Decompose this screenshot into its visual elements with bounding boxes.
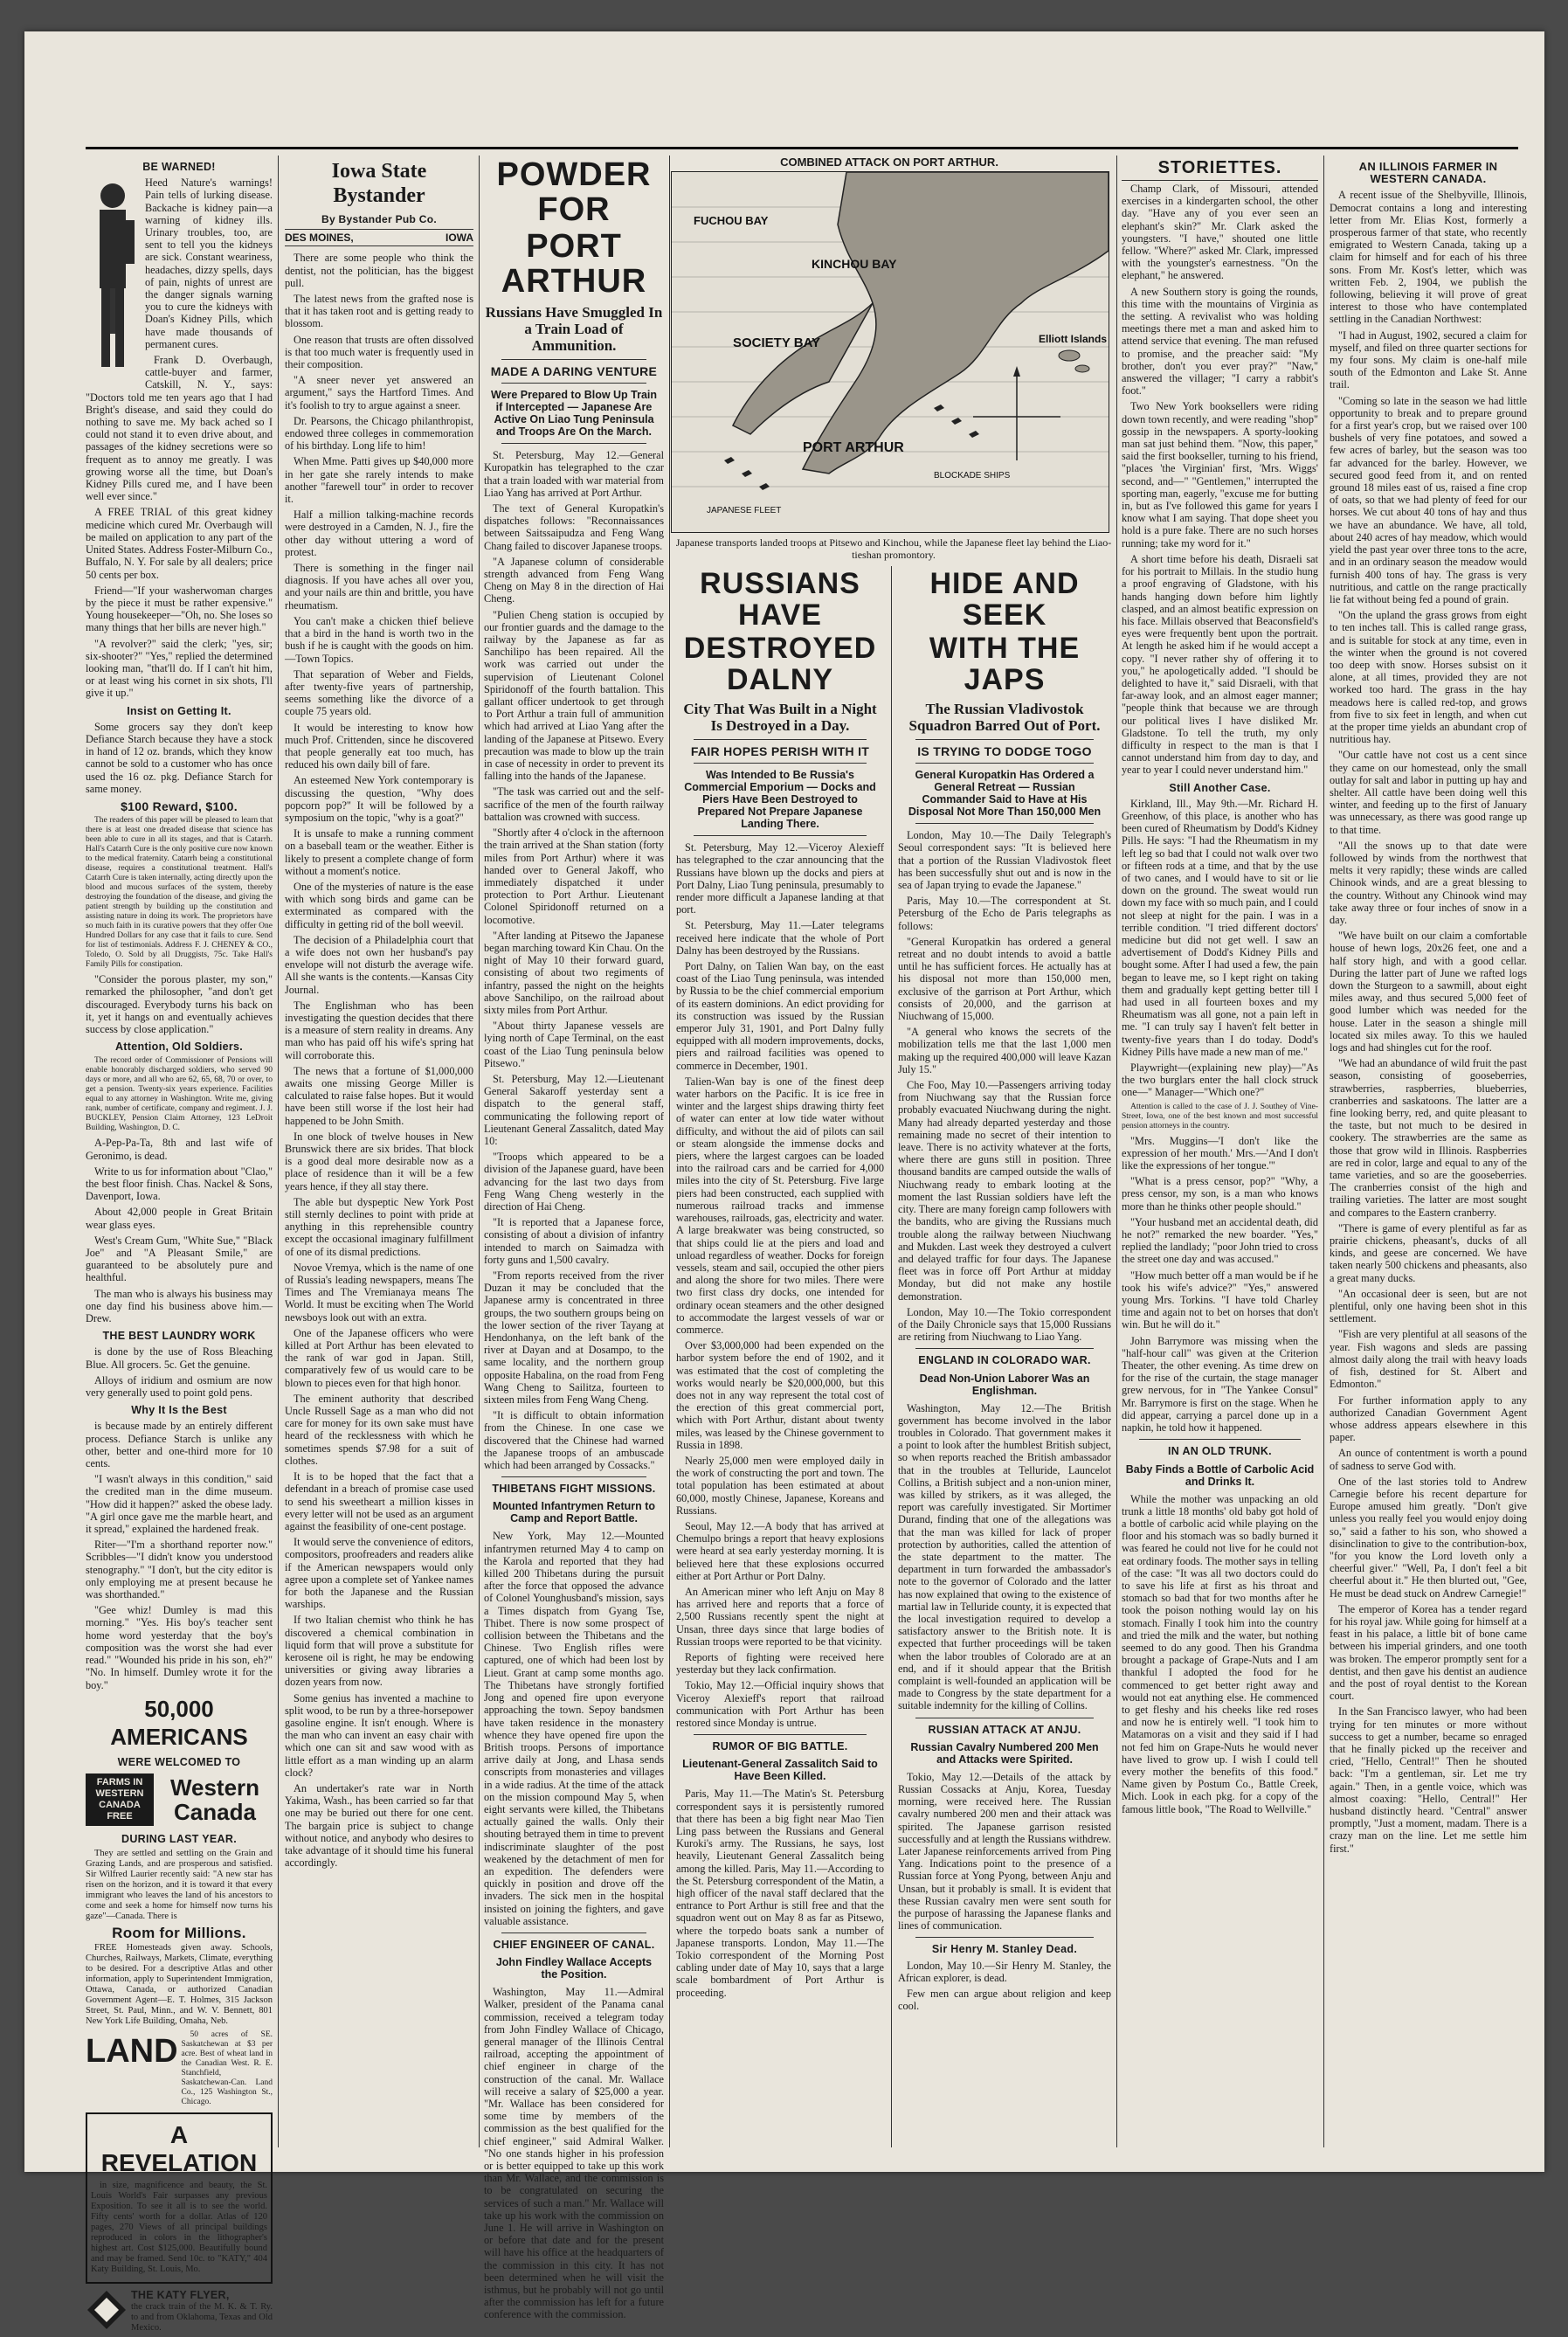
article-text: Washington, May 12.—The British government has become involved in the labor troubles in Colorado. That government makes it a point to look after the humblest British subject, so when reports reached the British ambassador that in the troubles at Telluride, Launcelot Collins, a British subject and a non-union miner, was killed by strikers, as it was alleged, the report was carefully investigated. Sir Mortimer Durand, finding that one of the allegations was that the man was killed for lack of proper protection by authorities, called the attention of the state department to the matter. The department in turn forwarded the ambassador's note to the governor of Colorado and the latter has now explained that owing to the existence of martial law in Telluride county, it is expected that the local investigation required to develop a satisfactory answer to the British note. It is expected that further proceedings will be taken when the labor troubles of Colorado are at an end, and if it should appear that the British complaint is well-founded an application will be made to Congress by the state department for a suitable indemnity for the killing of Collins. [898, 1401, 1111, 1712]
masthead-state: IOWA [446, 232, 473, 245]
ad-text: West's Cream Gum, "White Sue," "Black Joe" and "A Pleasant Smile," are guaranteed to be absolutely pure and healthful. [86, 1234, 273, 1284]
divider [915, 1937, 1094, 1938]
article-text: John Barrymore was missing when the "half-hour call" was given at the Criterion Theater, the other evening. As time drew on for the rise of the curtain, the stage manager grew nervous, for in "The Yankee Consul" Mr. Barrymore is first on the stage. When he did appear, carrying a parcel done up in a napkin, he told how it happened. [1122, 1334, 1318, 1435]
joke-text: "I wasn't always in this condition," said the credited man in the dime museum. "How did it happen?" asked the obese lady. "A girl once gave me the marble heart, and it spread," explained the hardened freak. [86, 1473, 273, 1536]
paragraph: "There is game of every plentiful as far as prairie chickens, pheasant's, ducks of all kinds, and geese are concerned. We have taken nearly 500 chickens and pheasants, also a great many ducks. [1330, 1221, 1527, 1284]
paragraph: "General Kuropatkin has ordered a general retreat and no doubt intends to avoid a battle until he has sufficient forces. He actually has at his disposal not more than 150,000 men, exclusive of the garrison at Port Arthur, which consists of 20,000, and the garrison at Niuchwang of 15,000. [898, 935, 1111, 1023]
ad-text: is done by the use of Ross Bleaching Blue. All grocers. 5c. Get the genuine. [86, 1345, 273, 1371]
column-storiettes [1122, 156, 1318, 2147]
port-arthur-map [671, 171, 1109, 533]
column-hide-and-seek [898, 566, 1111, 2147]
paragraph: "It is difficult to obtain information from the Chinese. In one case we discovered that the Chinese had warned the Japanese troops of an ambuscade which had been arranged by Cossacks." [484, 1409, 664, 1472]
paragraph: "On the upland the grass grows from eight to ten inches tall. This is called range grass, and is suitable for stock at any time, even in the winter when the ground is not covered too deep with snow. Horses subsist on it alone, at all times, provided they are not worked too hard. The grass in the hay meadows here is called red-top, and grows from five to six feet in length, and when cut at the proper time yields an abundant crop of nutritious hay. [1330, 609, 1527, 746]
paragraph: "We have built on our claim a comfortable house of hewn logs, 20x26 feet, one and a half story high, and with a good cellar. During the latter part of June we rafted logs down the Sturgeon to a sawmill, about eight miles away, and thus secured 5,000 feet of good lumber which was needed for the house. Later in the season a shingle mill located six miles away. To this we hauled logs and had shingles cut for the roof. [1330, 930, 1527, 1054]
masthead-publisher: By Bystander Pub Co. [321, 213, 438, 225]
paragraph: "From reports received from the river Duzan it may be concluded that the Japanese army is concentrated in three groups, the two southern groups being on the lower section of the river Tayang at Hendonhanya, on the left bank of the river at Dayan and at Dosampo, to the same locality, and the northern group opposite Habalina, on the road from Feng Wang Cheng to Sailitza, fourteen to sixteen miles from Feng Wang Cheng. [484, 1269, 664, 1407]
joke-text: "What is a press censor, pop?" "Why, a press censor, my son, is a man who knows more than he thinks other people should." [1122, 1175, 1318, 1213]
divider [915, 823, 1094, 824]
paragraph: London, May 10.—The Tokio correspondent of the Daily Chronicle says that 15,000 Russians are retiring from Niuchwang to Liao Yang. [898, 1305, 1111, 1344]
land-ad [86, 2030, 273, 2107]
paragraph: In one block of twelve houses in New Brunswick there are six brides. That block is a good deal more desirable now as a place of residence than it will be a few years hence, if they all stay there. [285, 1130, 473, 1193]
column-illinois-farmer [1330, 156, 1527, 2147]
paragraph: The eminent authority that described Uncle Russell Sage as a man who did not care for money for its own sake must have heard of the recklessness with which he sometimes spends $7.98 for a suit of clothes. [285, 1392, 473, 1467]
paragraph: It would serve the convenience of editors, compositors, proofreaders and readers alike if the American newspapers would only agree upon a complete set of Yankee names for both the Japanese and the Russian warships. [285, 1536, 473, 1611]
paragraph: One of the mysteries of nature is the ease with which song birds and game can be exterminated as compared with the difficulty in getting rid of the boll weevil. [285, 880, 473, 930]
deck: MADE A DARING VENTURE [490, 364, 658, 378]
ad-headline: Attention, Old Soldiers. [114, 1041, 244, 1054]
paragraph: Che Foo, May 10.—Passengers arriving today from Niuchwang say that the Russian force probably evacuated Niuchwang during the night. Many had already departed yesterday and those remaining made no secret of their intention to leave. There is no activity whatever at the forts, where there are guns still in position. Three thousand bandits are camped outside the walls of Niuchwang ready to embark looting at the moment the last Russian soldiers have left the city. There are many foreign camp followers with the bandits, who are giving the Russians much trouble along the railway between Niuchwang and Mukden. Last week they destroyed a culvert and delayed traffic for four days. The Japanese fleet was in force off Port Arthur at midday Monday, but did not make any hostile demonstration. [898, 1079, 1111, 1303]
storiette-paragraphs [1122, 183, 1318, 777]
paragraph: It would be interesting to know how much Prof. Crittenden, since he discovered that people generally eat too much, has reduced his own daily bill of fare. [285, 721, 473, 771]
paragraph: St. Petersburg, May 12.—Viceroy Alexieff has telegraphed to the czar announcing that the Russians have blown up the docks and piers at Port Dalny, Liao Tung peninsula, presumably to render more difficult a Japanese landing at that port. [676, 841, 884, 916]
paragraph: A recent issue of the Shelbyville, Illinois, Democrat contains a long and interesting letter from Mr. Elias Kost, formerly a prosperous farmer of that state, who recently emigrated to Western Canada, taking up a claim for himself and for each of his three sons. From Mr. Kost's letter, which was written Feb. 2, 1904, we publish the following, believing it will prove of great interest to those who have contemplated settling in the Canadian Northwest: [1330, 189, 1527, 326]
divider [694, 763, 867, 764]
divider [915, 1348, 1094, 1349]
map-label: BLOCKADE SHIPS [934, 471, 1011, 481]
ad-text: The readers of this paper will be pleased to learn that there is at least one dreaded disease that science has been able to cure in all its stages, and that is Catarrh. Hall's Catarrh Cure is the only positive cure now known to the medical fraternity. Catarrh being a constitutional disease, requires a constitutional treatment. Hall's Catarrh Cure is taken internally, acting directly upon the blood and mucous surfaces of the system, thereby destroying the foundation of the disease, and giving the patient strength by building up the constitution and assisting nature in doing its work. The proprietors have so much faith in its curative powers that they offer One Hundred Dollars for any case that it fails to cure. Send for list of testimonials. Address F. J. CHENEY & CO., Toledo, O. Sold by all Druggists, 75c. Take Hall's Family Pills for constipation. [86, 816, 273, 970]
ad-text: Write to us for information about "Clao," the best floor finish. Chas. Nackel & Sons, Davenport, Iowa. [86, 1165, 273, 1203]
deck: Was Intended to Be Russia's Commercial Emporium — Docks and Piers Have Been Destroyed to Prepared Not Prepare Japanese Landing There. [684, 769, 876, 831]
paragraph: For further information apply to any authorized Canadian Government Agent whose address appears elsewhere in this paper. [1330, 1393, 1527, 1444]
deck: The Russian Vladivostok Squadron Barred Out of Port. [908, 701, 1101, 734]
masthead-dateline [285, 229, 473, 246]
paragraph: A new Southern story is going the rounds, this time with the mountains of Virginia as the setting. A revivalist who was holding meetings there met a man and asked him to attend service that evening. The man refused to promise, and the preacher said: "My brother, don't you ever pray?" "Naw," answered the villager; "I carry a rabbit's foot." [1122, 285, 1318, 398]
divider [501, 383, 646, 384]
revelation-ad [86, 2112, 273, 2284]
paragraph: One reason that trusts are often dissolved is that too much water is frequently used in their composition. [285, 333, 473, 371]
paragraph: It is to be hoped that the fact that a defendant in a breach of promise case used to send his sweetheart a million kisses in every letter will not be used as an argument against the feasibility of one-cent postage. [285, 1470, 473, 1532]
editorial-paragraphs [285, 252, 473, 1869]
ad-subhead: WERE WELCOMED TO [117, 1755, 241, 1768]
paragraph: "After landing at Pitsewo the Japanese began marching toward Kin Chau. On the night of May 10 their forward guard, consisting of about two regiments of infantry, passed the night on the heights above Sanchilipo, on the railroad about sixty miles from Port Arthur. [484, 929, 664, 1016]
headline: AN ILLINOIS FARMER IN WESTERN CANADA. [1358, 160, 1498, 186]
deck: Dead Non-Union Laborer Was an Englishman. [919, 1372, 1090, 1397]
subhead: CHIEF ENGINEER OF CANAL. [493, 1938, 655, 1951]
joke-text: "Gee whiz! Dumley is mad this morning." "Yes. His boy's teacher sent home word yesterday that the boy's composition was the worst she had ever read." "Wounded his pride in his son, eh?" "No. In himself. Dumley wrote it for the boy." [86, 1604, 273, 1691]
headline: WITH THE JAPS [929, 632, 1081, 696]
paragraph: In the San Francisco lawyer, who had been trying for ten minutes or more without success to get a number, became so enraged that he finally picked up the receiver and cried, "Hello, Central!" Then he shouted back: "I'm a gentleman, sir. Let me try again." Then, in a gentle voice, which was almost coaxing: "Hello, Central!" Her husband distinctly heard. "Central" answer promptly, "Just a moment, madam. There is a crazy man on the line. Let me settle him first." [1330, 1705, 1527, 1855]
ad-headline: Western Canada [169, 1773, 260, 1825]
deck: Russians Have Smuggled In a Train Load of Ammunition. [485, 304, 663, 354]
ad-headline: Insist on Getting It. [127, 704, 231, 717]
divider [694, 1734, 867, 1735]
subhead: IN AN OLD TRUNK. [1168, 1445, 1272, 1458]
joke-text: Friend—"If your washerwoman charges by the piece it must be rather expensive." Young housekeeper—"Oh, no. She loses so many things that her bills are never high." [86, 584, 273, 634]
divider [915, 763, 1094, 764]
paragraph: "About thirty Japanese vessels are lying north of Cape Terminal, on the east coast of the Liao Tung peninsula below Pitsewo." [484, 1020, 664, 1069]
paragraph: Dr. Pearsons, the Chicago philanthropist, endowed three colleges in commemoration of his birthday. Long life to him! [285, 414, 473, 453]
map-drawing [672, 172, 1109, 532]
paragraph: There is something in the finger nail diagnosis. If you have aches all over you, and your nails are thin and brittle, you have rheumatism. [285, 562, 473, 612]
divider [915, 739, 1094, 740]
paragraph: St. Petersburg, May 11.—Later telegrams received here indicate that the whole of Port Dalny has been destroyed by the Russians. [676, 919, 884, 957]
ad-headline: THE KATY FLYER, [131, 2289, 230, 2302]
article-paragraphs [898, 829, 1111, 1343]
ad-subhead: DURING LAST YEAR. [121, 1832, 237, 1845]
headline: POWDER FOR [496, 156, 652, 228]
paragraph: "A sneer never yet answered an argument," says the Hartford Times. And it's foolish to try to argue against a sneer. [285, 374, 473, 411]
deck: FAIR HOPES PERISH WITH IT [690, 744, 870, 758]
headline: STORIETTES. [1122, 157, 1318, 181]
column-rule [891, 566, 892, 2147]
paragraph: Over $3,000,000 had been expended on the harbor system before the end of 1902, and it was estimated that the cost of completing the works would nearly be $20,000,000, but this does not in any way represent the total cost of the erection of this great commercial port, which with Port Arthur, distant about twenty miles, was leased by the Chinese government to Russia in 1898. [676, 1339, 884, 1451]
headline: HIDE AND SEEK [929, 567, 1080, 632]
man-illustration [86, 176, 140, 377]
paragraph: An esteemed New York contemporary is discussing the question, "Why does popcorn pop?" It will be followed by a symposium on the topic, "why is a goat?" [285, 774, 473, 824]
paragraph: "All the snows up to that date were followed by winds from the northwest that melts it very rapidly; these winds are called Chinook winds, and are a great blessing to the country. Without any Chinook wind may take away three or four inches of snow in a day. [1330, 839, 1527, 926]
subhead: THIBETANS FIGHT MISSIONS. [492, 1483, 656, 1496]
column-destroyed-dalny [676, 566, 884, 2147]
column-rule [669, 156, 670, 2147]
paragraph: The able but dyspeptic New York Post still sternly declines to point with pride at anything in this reprehensible country except the occasional imaginary fulfillment of one of its dismal predictions. [285, 1195, 473, 1258]
paragraph: "The task was carried out and the self-sacrifice of the men of the fourth railway battalion was crowned with success. [484, 785, 664, 823]
newspaper-page [24, 31, 1544, 2333]
paragraph: "Fish are very plentiful at all seasons of the year. Fish wagons and sleds are passing almost daily along the trail with heavy loads of fish, destined for St. Albert and Edmonton." [1330, 1328, 1527, 1391]
paragraph: London, May 10.—The Daily Telegraph's Seoul correspondent says: "It is believed here that a portion of the Russian Vladivostok fleet has been successfully shut out and is now in the sea of Japan trying to evade the Japanese." [898, 829, 1111, 892]
ad-text: in size, magnificence and beauty, the St. Louis World's Fair surpasses any previous Exposition. To see it all is to see the world. Fifty cents' worth for a dollar. Atlas of 120 pages, 270 Views of all principal buildings reproduced in colors in the lithographer's highest art. Cost $125,000. Beautifully bound and may be framed. Send 10c. to "KATY," 404 Katy Building, St. Louis, Mo. [91, 2181, 267, 2275]
ad-headline: THE BEST LAUNDRY WORK [102, 1330, 256, 1343]
masthead-city: DES MOINES, [285, 232, 354, 245]
paragraph: "We had an abundance of wild fruit the past season, consisting of gooseberries, strawberries, raspberries, blueberries, cranberries and saskatoons. The latter are a fine looking berry, red, and quite pleasant to the taste, but not much to be desired in cookery. The strawberries are the same as those that grow wild in Illinois. Raspberries are red in color, large and equal to any of the tame varieties, and so are the gooseberries. The cranberries consist of the high and trailing varieties. The latter are most sought and compares to the Eastern cranberry. [1330, 1057, 1527, 1219]
paragraph: Nearly 25,000 men were employed daily in the work of constructing the port and town. The total population has been estimated at about 60,000, mostly Chinese, Japanese, Koreans and Russians. [676, 1454, 884, 1517]
article-paragraphs [676, 841, 884, 1729]
subhead: RUSSIAN ATTACK AT ANJU. [928, 1723, 1081, 1736]
paragraph: One of the Japanese officers who were killed at Port Arthur has been elevated to the rank of war god in Japan. Still, comparatively few of us would care to be blown to pieces even for that high honor. [285, 1326, 473, 1389]
article-text: Tokio, May 12.—Details of the attack by Russian Cossacks at Anju, Korea, Tuesday morning, were received here. The Russian cavalry numbered 200 men and their attack was spirited. The Japanese garrison resisted successfully and at length the Russians withdrew. Later Japanese reinforcements arrived from Ping Yang. Indications point to the presence of a Russian force at Yong Pyong, between Anju and Unsan, but it probably is small. It is evident that these Russian cavalry men were sent south for the purpose of harassing the Japanese flanks and lines of communication. [898, 1770, 1111, 1933]
article-text: While the mother was unpacking an old trunk a little 18 months' old baby got hold of a bottle of carbolic acid while playing on the floor and his stomach was so badly burned it was feared he could not live for he could not eat ordinary foods. The mother says in telling of the case: "It was all two doctors could do to save his life at first as his throat and stomach so bad that for two months after he took the poison nothing would lay on his stomach. Finally I took him into the country and tried the milk and the water, but nothing seemed to do any good. Then his Grandma brought a package of Grape-Nuts and I am thankful I adopted the food for he commenced to get better right away and would not eat anything else. He commenced to get fleshy and his cheeks like red roses and now he is entirely well. "I took him to Matamoras on a visit and they said if I had not fed him on Grape-Nuts he would never have lived to grow up. I wish I could tell every mother the benefits of this food." Name given by Postum Co., Battle Creek, Mich. Look in each pkg. for a copy of the famous little book, "The Road to Wellville." [1122, 1492, 1318, 1815]
paragraph: Two New York booksellers were riding down town recently, and were reading "shop" gossip in the newspapers. A sporty-looking man sat just behind them. "Now, this paper," said the first bookseller, turning to his friend, "places 'the Virginian' first, 'Mrs. Wiggs' second, and—" "Gentlemen," interrupted the sporting man, eagerly, "excuse me for butting in, but as I've followed this game for years I know what I am saying. That dope sheet you hold is a pure fake. There are no such horses running; take my word for it." [1122, 400, 1318, 550]
map-label: Elliott Islands [1039, 333, 1108, 345]
canada-ad-banner [86, 1772, 273, 1828]
map-label: PORT ARTHUR [803, 440, 904, 455]
news-brief: The man who is always his business may one day find his business above him.—Drew. [86, 1287, 273, 1325]
article-text: Washington, May 11.—Admiral Walker, president of the Panama canal commission, received a telegram today from John Findley Wallace of Chicago, general manager of the Illinois Central railroad, accepting the appointment of chief engineer in charge of the construction of the canal. Mr. Wallace will receive a salary of $25,000 a year. "Mr. Wallace has been considered for some time by members of the commission as the best qualified for the chief engineer," said Admiral Walker. "No one stands higher in his profession or is better equipped to take up this work than Mr. Wallace, and the commission is to be congratulated on securing the services of such a man." Mr. Wallace will take up his work with the commission on June 1. He will arrive in Washington on or before that date and for the present will have his office at the headquarters of the commission in this city. It has not been determined when he will visit the isthmus, but he probably will not go until after the commission has left for a future conference with the commission. [484, 1986, 664, 2321]
ad-text: the crack train of the M. K. & T. Ry. to and from Oklahoma, Texas and Old Mexico. [131, 2301, 273, 2333]
article-text: New York, May 12.—Mounted infantrymen returned May 4 to camp on the Karola and reported that they had killed 200 Thibetans during the pursuit after the force that opposed the advance of Colonel Younghusband's mission, says a Times dispatch from Gyang Tse, Thibet. There is now some prospect of collision between the Thibetans and the Chinese. Two English rifles were captured, one of which had been lost by Lieut. Grant at camp some months ago. The Thibetans have strongly fortified Jong and opened fire upon everyone approaching the town. Sepoy bandsmen have taken residence in the monastery whence they have opened fire upon the British troops. Persons of importance arrive daily at Jong, and Lhasa sends conscripts from monasteries and villages in a wide radius. At the time of the attack on the mission compound May 5, when eight servants were killed, the Thibetans actually gained the walls. Only their shouting betrayed them in time to prevent indiscriminate slaughter of the post weakened by the detachment of men for an expedition. The defenders were quickly in position and drove off the invaders. The sick men in the hospital insisted on joining the fighters, and gave valuable assistance. [484, 1530, 664, 1927]
headline: PORT ARTHUR [501, 228, 647, 300]
subhead: Still Another Case. [1169, 781, 1271, 794]
column-advertisements [86, 156, 273, 2333]
ad-headline: BE WARNED! [142, 161, 216, 173]
paragraph: If two Italian chemist who think he has discovered a chemical combination in liquid form that will prove a substitute for kerosene oil is right, he may be endowing universities or giving away libraries a dozen years from now. [285, 1614, 473, 1689]
deck: Russian Cavalry Numbered 200 Men and Attacks were Spirited. [910, 1740, 1099, 1766]
paragraph: "Coming so late in the season we had little opportunity to break and to prepare ground for a first year's crop, but we raised over 100 bushels of very fine potatoes, and sowed a few acres of barley, but the season was too far advanced for the barley. However, we secured good feed from it, and on rented ground 18 miles east of us, raised a fine crop of oats, so that we had plenty of feed for our horses. We cut about 40 tons of hay and thus we have an abundance. We have, all told, about 240 acres of hay meadow, which would yield the past year over three tons to the acre, and in an ordinary season the meadow would furnish 400 tons of hay. The grass is very nutritious, and cattle on the range practically lie fat without being fed a pound of grain. [1330, 394, 1527, 605]
paragraph: "Shortly after 4 o'clock in the afternoon the train arrived at the Shan station (forty miles from Port Arthur) where it was handed over to General Jakoff, who immediately dispatched it under protection to Port Arthur. Lieutenant Colonel Spiridonoff returned on a locomotive. [484, 826, 664, 926]
paragraph: The text of General Kuropatkin's dispatches follows: "Reconnaissances between Saitssaipudza and Feng Wang Chang failed to discover Japanese troops. [484, 502, 664, 552]
divider [501, 443, 646, 444]
paragraph: "Troops which appeared to be a division of the Japanese guard, have been advancing for the last two days from Feng Wang Cheng westerly in the direction of Hai Cheng. [484, 1151, 664, 1213]
map-label: SOCIETY BAY [733, 335, 821, 350]
article-text: Kirkland, Ill., May 9th.—Mr. Richard H. Greenhow, of this place, is another who has been cured of Rheumatism by Dodd's Kidney Pills. He says: "I had the Rheumatism in my left leg so bad that I could not walk over two or fifteen rods at a time, and that by the use of two canes, and I would have to sit or lie down on the ground. The sweat would run down my face with so much pain, and I could not sleep at night for the pain. I was in a terrible condition. "I tried different doctors' medicine but did not get well. I saw an advertisement of Dodd's Kidney Pills and bought some. After I had used a few, the pain began to leave me, so I kept right on taking them and gradually kept getting better till I had used in all fourteen boxes and my Rheumatism was all gone, not a pain left in me. "I can truly say I haven't felt better in twenty-five years than I do today. Dodd's Kidney Pills have made a new man of me." [1122, 797, 1318, 1058]
divider [501, 359, 646, 360]
column-rule [479, 156, 480, 2147]
deck: Mounted Infantrymen Return to Camp and Report Battle. [492, 1500, 656, 1525]
news-brief: About 42,000 people in Great Britain wear glass eyes. [86, 1206, 273, 1231]
paragraph: A short time before his death, Disraeli sat for his portrait to Millais. In the studio hung a proof engraving of Gladstone, with his hands hanging down before him lightly clasped, and an almost beatific expression on his face. Millais observed that Beaconsfield's eyes were frequently bent upon the portrait. At length he asked him if he would accept a copy. "I never rather shy of offering it to you," he apologetically added. "I should be delighted to have it," said Disraeli, with that far-away look, and an almost eager manner; "people think that because we are through our political lives I have disliked Mr. Gladstone. To tell the truth, my only difficulty in respect to the man is that I cannot understand him from day to day, and year to year I could never understand him." [1122, 552, 1318, 777]
paragraph: The news that a fortune of $1,000,000 awaits one missing George Miller is calculated to raise false hopes. But it would have been still worse if the lost heir had happened to be John Smith. [285, 1064, 473, 1127]
divider [1139, 1439, 1301, 1440]
ad-headline: 50,000 AMERICANS [110, 1695, 248, 1750]
news-brief: A-Pep-Pa-Ta, 8th and last wife of Geronimo, is dead. [86, 1137, 273, 1162]
column-rule [278, 156, 279, 2147]
divider [694, 739, 867, 740]
column-powder-port-arthur [484, 156, 664, 2321]
paragraph: Talien-Wan bay is one of the finest deep water harbors on the Pacific. It is ice free in winter and the largest ships drawing thirty feet of water can enter at low tide water without difficulty, and without the aid of pilots can sail or steam alongside the immense docks and piers, where the largest cargoes can be loaded into the railroad cars and be carried for 4,000 miles into the city of St. Petersburg. Five large piers had been constructed, each supplied with numerous railroad tracks and immense warehouses, railroads, gas, electricity and water. A large breakwater was being constructed, so that ships could lie at the piers and load and unload regardless of weather. Docks for foreign vessels, steam and sail, occupied the other piers and along the shore for two miles. There were two first class dry docks, one intended for ordinary ocean steamers and the other designed to accommodate the largest vessels of war or commerce. [676, 1075, 884, 1336]
masthead-title: Iowa State Bystander [331, 160, 427, 207]
divider [501, 1476, 646, 1477]
ad-headline: Why It Is the Best [131, 1404, 227, 1417]
joke-text: "Mrs. Muggins—'I don't like the expression of her mouth.' Mrs.—'And I don't like the expressions of her tongue.'" [1122, 1134, 1318, 1172]
deck: Baby Finds a Bottle of Carbolic Acid and Drinks It. [1125, 1462, 1315, 1488]
ad-headline: LAND [86, 2033, 178, 2071]
paragraph: Champ Clark, of Missouri, attended exercises in a kindergarten school, the other day. "Have any of you ever seen an elephant's skin?" Mr. Clark asked the youngsters. "I have," shouted one little fellow. "Where?" asked Mr. Clark, impressed with the youngster's earnestness. "On the elephant," he answered. [1122, 183, 1318, 282]
article-text: London, May 10.—Sir Henry M. Stanley, the African explorer, is dead. [898, 1959, 1111, 1984]
column-editorial [285, 156, 473, 2147]
ad-text: Frank D. Overbaugh, cattle-buyer and farmer, Catskill, N. Y., says: "Doctors told me ten years ago that I had Bright's disease, and said they could do nothing to save me. My back ached so I could not stand it to even drive about, and passages of the kidney secretions were so frequent as to annoy me greatly. I was growing worse all the time, but Doan's Kidney Pills cured me, and I have been well ever since." [86, 354, 273, 503]
ad-text: 50 acres of SE. Saskatchewan at $3 per acre. Best of wheat land in the Canadian West. R. E. Stanchfield, Saskatchewan-Can. Land Co., 125 Washington St., Chicago. [181, 2030, 273, 2107]
ad-text: They are settled and settling on the Grain and Grazing Lands, and are prosperous and satisfied. Sir Wilfred Laurier recently said: "A new star has risen on the horizon, and it is toward it that every immigrant who leaves the land of his ancestors to come and seek a home for himself now turns his gaze"—Canada. There is [86, 1849, 273, 1922]
joke-text: "Your husband met an accidental death, did he not?" remarked the new boarder. "Yes," replied the landlady; "poor John tried to cross the street one day and was accused." [1122, 1215, 1318, 1266]
paragraph: The latest news from the grafted nose is that it has taken root and is getting ready to blossom. [285, 293, 473, 330]
paragraph: Reports of fighting were received here yesterday but they lack confirmation. [676, 1651, 884, 1677]
ad-text: "Consider the porous plaster, my son," remarked the philosopher, "and don't get discouraged. Everybody turns his back on it, yet it hangs on and eventually achieves success by close application." [86, 973, 273, 1035]
paragraph: That separation of Weber and Fields, after twenty-five years of partnership, seems something like the divorce of a couple 75 years old. [285, 667, 473, 718]
ad-text: Heed Nature's warnings! Pain tells of lurking disease. Backache is kidney pain—a warning of kidney ills. Urinary troubles, too, are sent to tell you the kidneys are sick. Constant weariness, headaches, dizzy spells, days of pain, nights of unrest are the danger signals warning you to cure the kidneys with Doan's Kidney Pills, which have made thousands of permanent cures. [145, 176, 273, 350]
paragraph: Paris, May 10.—The correspondent at St. Petersburg of the Echo de Paris telegraphs as follows: [898, 895, 1111, 932]
ad-text: is because made by an entirely different process. Defiance Starch is unlike any other, better and one-third more for 10 cents. [86, 1420, 273, 1470]
paragraph: Novoe Vremya, which is the name of one of Russia's leading newspapers, means The Times and The Vremianaya means The World. It must be exciting when The World newsboys look out with an extra. [285, 1261, 473, 1324]
ad-text: A FREE TRIAL of this great kidney medicine which cured Mr. Overbaugh will be mailed on application to any part of the United States. Address Foster-Milburn Co., Buffalo, N. Y. For sale by all dealers; price 50 cents per box. [86, 506, 273, 581]
paragraph: Half a million talking-machine records were destroyed in a Camden, N. J., fire the other day without uttering a word of protest. [285, 508, 473, 558]
ad-text: Some grocers say they don't keep Defiance Starch because they have a stock in hand of 12 oz. brands, which they know cannot be sold to a customer who has once used the 16 oz. pkg. Defiance Starch for same money. [86, 720, 273, 795]
paragraph: "Our cattle have not cost us a cent since they came on our homestead, only the small outlay for salt and labor in putting up hay and shelter. All cattle have been doing well this winter, and feeding up to the first of January was unnecessary, as there was good range up to that time. [1330, 749, 1527, 836]
ad-headline: Room for Millions. [112, 1925, 246, 1942]
subhead: ENGLAND IN COLORADO WAR. [918, 1354, 1091, 1367]
news-brief: Alloys of iridium and osmium are now very generally used to point gold pens. [86, 1373, 273, 1400]
paragraph: You can't make a chicken thief believe that a bird in the hand is worth two in the bush if he is caught with the goods on him.—Town Topics. [285, 614, 473, 665]
deck: Were Prepared to Blow Up Train if Intercepted — Japanese Are Active On Liao Tung Peninsula and Troops Are On the March. [490, 389, 658, 439]
joke-text: "A revolver?" said the clerk; "yes, sir; six-shooter?" "Yes," replied the determined looking man, "that'll do. If I can't hit him, or at least wing his cornet in six shots, I'll give it up." [86, 637, 273, 700]
map-caption: Japanese transports landed troops at Pitsewo and Kinchou, while the Japanese fleet lay behind the Liao-tieshan promontory. [675, 536, 1112, 561]
ad-headline: $100 Reward, $100. [121, 799, 238, 813]
paragraph: St. Petersburg, May 12.—General Kuropatkin has telegraphed to the czar that a train loaded with war material from Liao Yang has arrived at Port Arthur. [484, 449, 664, 499]
paragraph: St. Petersburg, May 12.—Lieutenant General Sakaroff yesterday sent a dispatch to the general staff, communicating the following report of Lieutenant General Zassalitch, dated May 10: [484, 1072, 664, 1147]
column-rule [1116, 156, 1117, 2147]
subhead: RUMOR OF BIG BATTLE. [712, 1740, 848, 1753]
ad-text: FREE Homesteads given away. Schools, Churches, Railways, Markets, Climate, everything to be desired. For a descriptive Atlas and other information, apply to Superintendent Immigration, Ottawa, Canada, or authorized Canadian Government Agent—E. T. Holmes, 315 Jackson Street, St. Paul, Minn., and W. V. Bennett, 801 New York Life Building, Omaha, Neb. [86, 1943, 273, 2027]
map-label: KINCHOU BAY [812, 257, 897, 271]
paragraph: An ounce of contentment is worth a pound of sadness to serve God with. [1330, 1447, 1527, 1472]
deck: General Kuropatkin Has Ordered a General Retreat — Russian Commander Said to Have at His Disposal Not More Than 150,000 Men [908, 769, 1102, 819]
paragraph: "A general who knows the secrets of the mobilization tells me that the last 1,000 men making up the required 400,000 will leave Kazan July 15." [898, 1026, 1111, 1075]
paragraph: An American miner who left Anju on May 8 has arrived here and reports that a force of 2,500 Russians recently spent the night at Unsan, three days since that large bodies of Russian troops were reported to be that vicinity. [676, 1585, 884, 1648]
paragraph: "Pulien Cheng station is occupied by our frontier guards and the damage to the railway by the Japanese as far as Sanchilipo has been repaired. All the work was carried out under the supervision of Lieutenant Colonel Spiridonoff of the fourth battalion. This gallant officer undertook to get through to Port Arthur a train full of ammunition which had arrived at Liao Yang after the landing of the Japanese at Pitsewo. Every precaution was made to blow up the train in case of necessity in order to prevent its falling into the hands of the Japanese. [484, 608, 664, 783]
paragraph: An undertaker's rate war in North Yakima, Wash., has been carried so far that one may be buried out there for one cent. The bargain price is subject to change without notice, and anybody who desires to take advantage of it should time his funeral accordingly. [285, 1781, 473, 1870]
headline: DESTROYED DALNY [683, 632, 877, 696]
paragraph: Some genius has invented a machine to split wood, to be run by a three-horsepower gasoline engine. It isn't enough. Where is the man who can invent an easy chair with which one can sit and saw wood with as little effort as a man winding up an alarm clock? [285, 1691, 473, 1779]
deck: IS TRYING TO DODGE TOGO [917, 744, 1092, 758]
farms-badge: FARMS IN WESTERN CANADA FREE [86, 1773, 154, 1826]
paragraph: Seoul, May 12.—A body that has arrived at Chemulpo brings a report that heavy explosions were heard at sea early yesterday morning. It is believed here that these explosions occurred either at Port Arthur or Port Dalny. [676, 1519, 884, 1582]
map-title: COMBINED ATTACK ON PORT ARTHUR. [780, 156, 998, 169]
column-rule [1323, 156, 1324, 2147]
paragraph: When Mme. Patti gives up $40,000 more in her gate she rarely intends to make another "farewell tour" in order to recover it. [285, 455, 473, 506]
paragraph: The decision of a Philadelphia court that a wife does not own her husband's pay envelope will not disturb the average wife. All she wants is the contents.—Kansas City Journal. [285, 933, 473, 996]
paragraph: "A Japanese column of considerable strength advanced from Feng Wang Cheng on May 8 in the direction of Hai Cheng. [484, 555, 664, 605]
joke-text: "How much better off a man would be if he took his wife's advice?" "Yes," answered young Mrs. Torkins. "I have told Charley time and again not to bet on horses that don't win. But he will do it." [1122, 1269, 1318, 1331]
paragraph: It is unsafe to make a running comment on a baseball team or the weather. Either is likely to present a complete change of form without a moment's notice. [285, 827, 473, 877]
article-text: Few men can argue about religion and keep cool. [898, 1988, 1111, 2013]
katy-logo-icon [86, 2289, 128, 2331]
man-figure-icon [86, 176, 140, 377]
deck: Lieutenant-General Zassalitch Said to Have Been Killed. [682, 1758, 878, 1783]
top-rule [86, 147, 1518, 149]
article-paragraphs [484, 449, 664, 1471]
paragraph: Port Dalny, on Talien Wan bay, on the east coast of the Liao Tung peninsula, was intended by Russia to be the chief commercial emporium of its eastern dominions. An edict providing for its construction was issued by the Russian emperor July 31, 1901, and Port Dalny fully equipped with all modern improvements, docks, piers and railroad facilities was opened to commerce in December, 1901. [676, 960, 884, 1072]
joke-text: Playwright—(explaining new play)—"As the two burglars enter the hall clock struck one—" Manager—"Which one?" [1122, 1061, 1318, 1099]
deck: City That Was Built in a Night Is Destroyed in a Day. [683, 701, 877, 734]
paragraph: There are some people who think the dentist, not the politician, has the biggest pull. [285, 252, 473, 289]
paragraph: The Englishman who has been investigating the question decides that there is a measure of stern reality in dreams. Any man who has paid off his wife's spring hat will corroborate this. [285, 999, 473, 1061]
notice-text: Attention is called to the case of J. J. Southey of Vine-Street, Iowa, one of the best known and most successful pension attorneys in the country. [1122, 1102, 1318, 1130]
deck: John Findley Wallace Accepts the Position. [495, 1956, 653, 1981]
article-text: Paris, May 11.—The Matin's St. Petersburg correspondent says it is persistently rumored that there has been a big fight near Mao Tien Ling pass between the Russians and General Kuroki's army. The Russians, he says, lost heavily, Lieutenant General Zassalitch being among the killed. Paris, May 11.—According to the St. Petersburg correspondent of the Matin, a high officer of the naval staff declared that the entrance to Port Arthur is still free and that the squadron went out on May 8 as far as Pitsewo, where the torpedo boats sank a number of Japanese transports. London, May 11.—The Tokio correspondent of the Morning Post cabling under date of May 10, says that a large scale bombardment of Port Arthur is proceeding. [676, 1787, 884, 1999]
map-label: JAPANESE FLEET [707, 506, 782, 515]
paragraph: One of the last stories told to Andrew Carnegie before his recent departure for Europe amused him greatly. "Don't give unless you really feel you would enjoy doing so," said a father to his son, who showed a disinclination to give to the contribution-box, "for you know the Lord loveth only a cheerful giver." "Well, Pa, I don't feel a bit cheerful about it." He then blurted out, "Gee, He must be dead stuck on Andrew Carnegie!" [1330, 1475, 1527, 1600]
paragraph: Tokio, May 12.—Official inquiry shows that Viceroy Alexieff's report that railroad communication with Port Arthur has been restored since Monday is untrue. [676, 1679, 884, 1730]
ad-text: The record order of Commissioner of Pensions will enable honorably discharged soldiers, who served 90 days or more, and all who are 62, 65, 68, 70 or over, to get a pension. Twenty-six years experience. Facilities equal to any attorney in Washington. Write me, giving rank, number of certificate, company and regiment. J. J. BUCKLEY, Pension Claim Attorney, 123 LeDroit Building, Washington, D. C. [86, 1056, 273, 1133]
katy-ad [86, 2289, 273, 2336]
headline: RUSSIANS HAVE [700, 567, 860, 632]
paragraph: "It is reported that a Japanese force, consisting of about a division of infantry intended to march on Saimadza with forty guns and 1,500 cavalry. [484, 1216, 664, 1266]
divider [694, 835, 867, 836]
joke-text: Riter—"I'm a shorthand reporter now." Scribbles—"I didn't know you understood stenography." "I don't, but the city editor is only employing me at present because he was shorthanded." [86, 1538, 273, 1601]
article-paragraphs [1330, 189, 1527, 1854]
paragraph: "I had in August, 1902, secured a claim for myself, and filed on three quarter sections for my four sons. My claim is one-half mile south of the Edmonton and Lake St. Anne trail. [1330, 328, 1527, 391]
ad-headline: A REVELATION [100, 2121, 258, 2177]
paragraph: The emperor of Korea has a tender regard for his royal jaw. While going for himself at a feast in his palace, a little bit of bone came between his imperial grinders, and one tooth was broken. The emperor promptly sent for a dentist, and then gave his dentist an audience and the post of royal dentist to the Korean court. [1330, 1602, 1527, 1703]
map-label: FUCHOU BAY [694, 214, 769, 227]
subhead: Sir Henry M. Stanley Dead. [931, 1943, 1078, 1956]
paragraph: "An occasional deer is seen, but are not plentiful, only one having been shot in this settlement. [1330, 1287, 1527, 1325]
